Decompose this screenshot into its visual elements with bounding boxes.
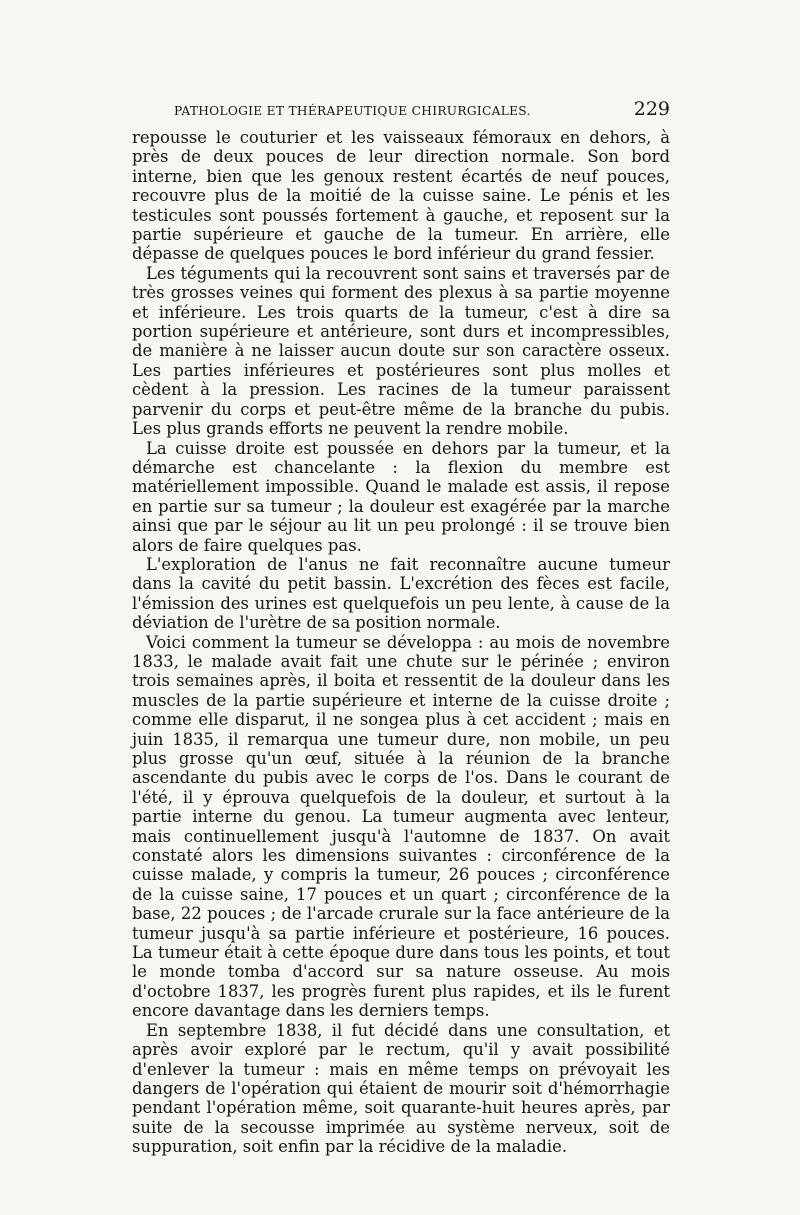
running-head (132, 98, 670, 124)
paragraph-3: La cuisse droite est poussée en dehors par la tumeur, et la démarche est chancelante : la flexion du membre est matériellement impossible. Quand le malade est assis, il repose en partie sur sa tumeur ; la douleur est exagérée par la marche ainsi que par le séjour au lit un peu prolongé : il se trouve bien alors de faire quelques pas. (132, 438, 670, 555)
paragraph-2: Les téguments qui la recouvrent sont sains et traversés par de très grosses veines qui forment des plexus à sa partie moyenne et inférieure. Les trois quarts de la tumeur, c'est à dire sa portion supérieure et antérieure, sont durs et incompressibles, de manière à ne laisser aucun doute sur son caractère osseux. Les parties inférieures et postérieures sont plus molles et cèdent à la pression. Les racines de la tumeur paraissent parvenir du corps et peut-être même de la branche du pubis. Les plus grands efforts ne peuvent la rendre mobile. (132, 263, 670, 439)
paragraph-6: En septembre 1838, il fut décidé dans une consultation, et après avoir exploré par le rectum, qu'il y avait possibilité d'enlever la tumeur : mais en même temps on prévoyait les dangers de l'opération qui étaient de mourir soit d'hémorrhagie pendant l'opération même, soit quarante-huit heures après, par suite de la secousse imprimée au système nerveux, soit de suppuration, soit enfin par la récidive de la maladie. (132, 1020, 670, 1157)
page-number: 229 (633, 98, 670, 120)
body-text (132, 128, 670, 1157)
paragraph-1: repousse le couturier et les vaisseaux fémoraux en dehors, à près de deux pouces de leur direction normale. Son bord interne, bien que les genoux restent écartés de neuf pouces, recouvre plus de la moitié de la cuisse saine. Le pénis et les testicules sont poussés fortement à gauche, et reposent sur la partie supérieure et gauche de la tumeur. En arrière, elle dépasse de quelques pouces le bord inférieur du grand fessier. (132, 128, 670, 264)
paragraph-5: Voici comment la tumeur se développa : au mois de novembre 1833, le malade avait fait une chute sur le périnée ; environ trois semaines après, il boita et ressentit de la douleur dans les muscles de la partie supérieure et interne de la cuisse droite ; comme elle disparut, il ne songea plus à cet accident ; mais en juin 1835, il remarqua une tumeur dure, non mobile, un peu plus grosse qu'un œuf, située à la réunion de la branche ascendante du pubis avec le corps de l'os. Dans le courant de l'été, il y éprouva quelquefois de la douleur, et surtout à la partie interne du genou. La tumeur augmenta avec lenteur, mais continuellement jusqu'à l'automne de 1837. On avait constaté alors les dimensions suivantes : circonférence de la cuisse malade, y compris la tumeur, 26 pouces ; circonférence de la cuisse saine, 17 pouces et un quart ; circonférence de la base, 22 pouces ; de l'arcade crurale sur la face antérieure de la tumeur jusqu'à sa partie inférieure et postérieure, 16 pouces. La tumeur était à cette époque dure dans tous les points, et tout le monde tomba d'accord sur sa nature osseuse. Au mois d'octobre 1837, les progrès furent plus rapides, et ils le furent encore davantage dans les derniers temps. (132, 632, 670, 1021)
paragraph-4: L'exploration de l'anus ne fait reconnaître aucune tumeur dans la cavité du petit bassin. L'excrétion des fèces est facile, l'émission des urines est quelquefois un peu lente, à cause de la déviation de l'urètre de sa position normale. (132, 554, 670, 633)
running-head-title: PATHOLOGIE ET THÉRAPEUTIQUE CHIRURGICALES. (174, 104, 531, 118)
